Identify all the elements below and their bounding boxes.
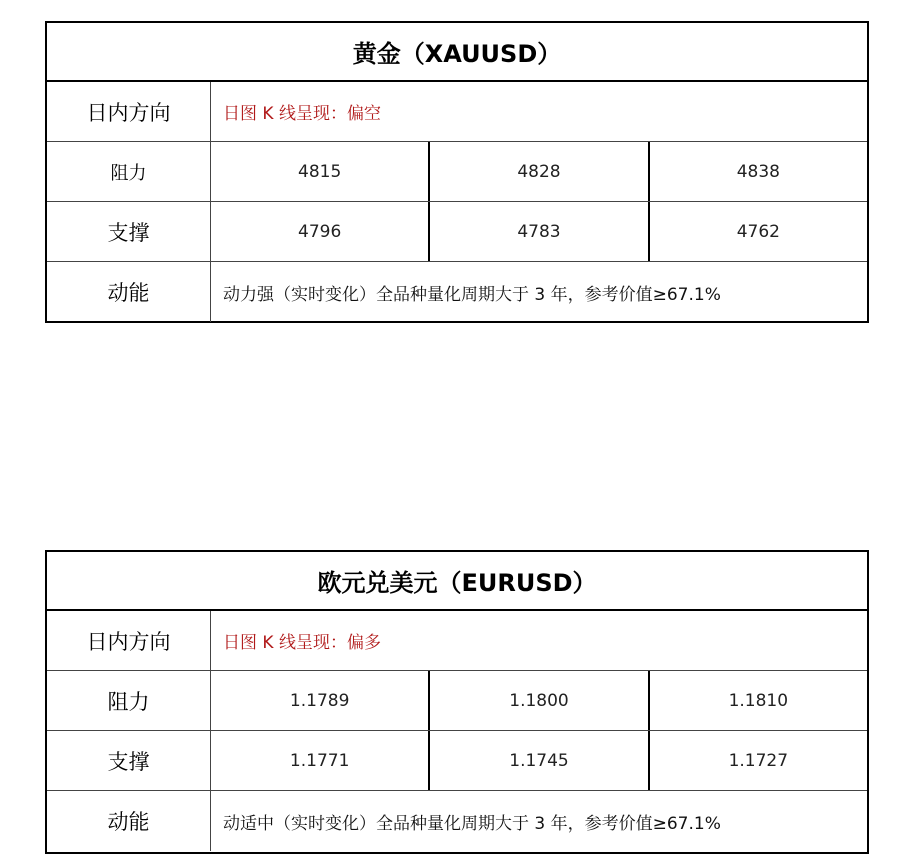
eurusd-support-row (47, 731, 867, 791)
gold-support-1: 4796 (298, 221, 342, 242)
eurusd-table (45, 550, 869, 854)
eurusd-resistance-1: 1.1789 (289, 690, 350, 711)
gold-support-3: 4762 (648, 202, 867, 261)
eurusd-support-1: 1.1771 (289, 750, 350, 771)
gold-resistance-row (47, 142, 867, 202)
eurusd-direction-value: 日图 K 线呈现：偏多 (223, 633, 381, 653)
gold-momentum-value: 动力强（实时变化）全品种量化周期大于 3 年，参考价值≥67.1% (223, 284, 721, 305)
gold-resistance-3: 4838 (648, 142, 867, 201)
eurusd-support-label: 支撑 (47, 731, 211, 790)
eurusd-resistance-row (47, 671, 867, 731)
gold-support-label: 支撑 (47, 202, 211, 261)
gold-resistance-2: 4828 (428, 142, 647, 201)
eurusd-support-2: 1.1745 (428, 731, 647, 790)
eurusd-resistance-2: 1.1800 (428, 671, 647, 730)
eurusd-direction-label: 日内方向 (47, 611, 211, 670)
gold-direction-row (47, 82, 867, 142)
eurusd-momentum-row (47, 791, 867, 851)
gold-resistance-label: 阻力 (47, 142, 211, 201)
gold-resistance-1: 4815 (298, 161, 342, 182)
eurusd-resistance-label: 阻力 (47, 671, 211, 730)
eurusd-direction-row (47, 611, 867, 671)
eurusd-momentum-value: 动适中（实时变化）全品种量化周期大于 3 年，参考价值≥67.1% (223, 813, 721, 834)
eurusd-resistance-3: 1.1810 (648, 671, 867, 730)
gold-table (45, 21, 869, 323)
gold-support-2: 4783 (428, 202, 647, 261)
gold-direction-value: 日图 K 线呈现：偏空 (223, 104, 381, 124)
gold-title: 黄金（XAUUSD） (47, 23, 867, 82)
gold-support-row (47, 202, 867, 262)
gold-direction-label: 日内方向 (47, 82, 211, 141)
eurusd-support-3: 1.1727 (648, 731, 867, 790)
eurusd-momentum-label: 动能 (47, 791, 211, 851)
gold-momentum-label: 动能 (47, 262, 211, 322)
gold-momentum-row (47, 262, 867, 322)
eurusd-title: 欧元兑美元（EURUSD） (47, 552, 867, 611)
